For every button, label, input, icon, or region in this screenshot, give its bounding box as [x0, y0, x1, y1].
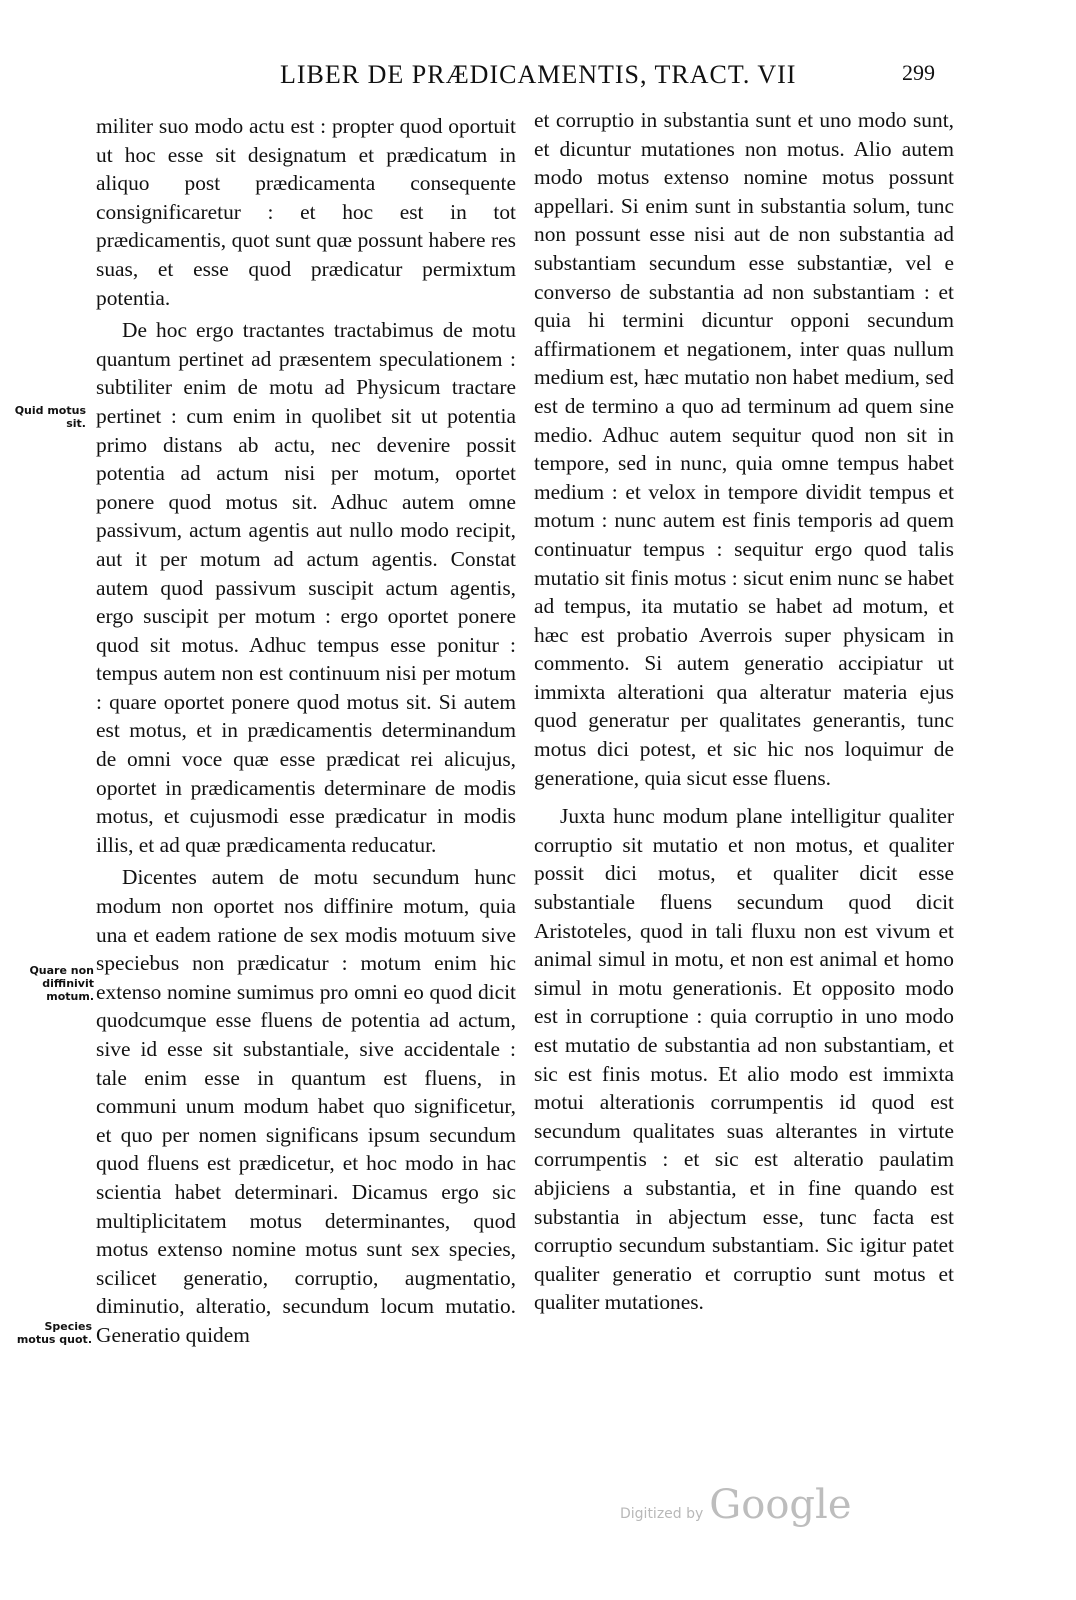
- paragraph: Juxta hunc modum plane intelligitur qualiter corruptio sit mutatio et non motus, et qualiter possit dici motus, et qualiter dicit esse substantiale fluens secundum quod dicit Aristoteles, quod in tali fluxu non est vivum et animal simul in motu, et non est animal et homo simul in motu generationis. Et opposito modo est in corruptione : quia corruptio in uno modo est mutatio de substantia ad non substantiam, et sic est finis motus. Et alio modo est immixta motui alterationis corrumpentis id quod est secundum qualitates suas alterantes in virtute corrumpentis : et sic est alteratio paulatim abjiciens a substantia, et in fine quando est substantia in abjectum esse, tunc facta est corruptio secundum substantiam. Sic igitur patet qualiter generatio et corruptio sunt motus et qualiter mutationes.: [534, 804, 954, 1315]
- watermark-prefix: Digitized by: [620, 1506, 704, 1522]
- margin-note-quid-motus-sit: Quid motus sit.: [14, 404, 86, 430]
- margin-note-species-motus: Species motus quot.: [16, 1320, 92, 1346]
- paragraph: De hoc ergo tractantes tractabimus de motu quantum pertinet ad præsentem speculationem : subtiliter enim de motu ad Physicum tractare pertinet : cum enim in quolibet sit ut potentia primo distans ab actu, nec devenire possit potentia ad actum nisi per motum, oportet ponere quod motus sit. Adhuc autem omne passivum, actum agentis aut nullo modo recipit, aut it per motum ad actum agentis. Constat autem quod passivum suscipit actum agentis, ergo suscipit per motum : ergo oportet ponere quod sit motus. Adhuc tempus esse ponitur : tempus autem non est continuum nisi per motum : quare oportet ponere quod motus sit. Si autem est motus, et in prædicamentis determinandum de omni voce quæ esse prædicat rei alicujus, oportet in prædicamentis determinare de modis motus, et cujusmodi esse prædicatur in modis illis, et ad quæ prædicamenta reducatur.: [96, 318, 516, 857]
- paragraph: militer suo modo actu est : propter quod oportuit ut hoc esse sit designatum et prædicatum in aliquo post prædicamenta consequente consignificaretur : et hoc est in tot prædicamentis, quot sunt quæ possunt habere res suas, et esse quod prædicatur permixtum potentia.: [96, 114, 516, 310]
- header-title: LIBER DE PRÆDICAMENTIS, TRACT. VII: [280, 60, 797, 89]
- watermark-brand: Google: [709, 1482, 852, 1528]
- right-column: [534, 106, 954, 1317]
- digitization-watermark: [620, 1482, 851, 1528]
- left-column: [96, 112, 516, 1350]
- paragraph: Dicentes autem de motu secundum hunc modum non oportet nos diffinire motum, quia una et eadem ratione de sex modis motuum sive speciebus non prædicatur : motum enim hic extenso nomine sumimus pro omni eo quod dicit quodcumque esse fluens de potentia ad actum, sive id esse sit substantiale, sive accidentale : tale enim esse in quantum est fluens, in communi unum modum habet quo significetur, et quo per nomen significans ipsum secundum quod fluens est prædicetur, et hoc modo in hac scientia habet determinari. Dicamus ergo sic multiplicitatem motus determinantes, quod motus extenso nomine motus sunt sex species, scilicet generatio, corruptio, augmentatio, diminutio, alteratio, secundum locum mutatio. Generatio quidem: [96, 865, 516, 1347]
- page-number: 299: [902, 60, 935, 85]
- margin-note-quare-non-diffinivit: Quare non diffinivit motum.: [29, 964, 94, 1003]
- paragraph: et corruptio in substantia sunt et uno modo sunt, et dicuntur mutationes non motus. Alio autem modo motus extenso nomine motus possunt appellari. Si enim sunt in substantia solum, tunc non possunt esse nisi aut de non substantia ad substantiam secundum esse substantiæ, vel e converso de substantia ad non substantiam : et quia hi termini dicuntur opponi secundum affirmationem et negationem, inter quas nullum medium est, hæc mutatio non habet medium, sed est de termino a quo ad terminum ad quem sine medio. Adhuc autem sequitur quod non sit in tempore, sed in nunc, quia omne tempus habet medium : et velox in tempore dividit tempus et motum : nunc autem est finis temporis ad quem continuatur tempus : sequitur ergo quod talis mutatio sit finis motus : sicut enim nunc se habet ad tempus, ita mutatio se habet ad motum, et hæc est probatio Averrois super physicam in commento. Si autem generatio accipiatur ut immixta alterationi qua alteratur materia ejus quod generatur per qualitates generantis, tunc motus dici potest, et sic hic nos loquimur de generatione, quia sicut esse fluens.: [534, 108, 954, 790]
